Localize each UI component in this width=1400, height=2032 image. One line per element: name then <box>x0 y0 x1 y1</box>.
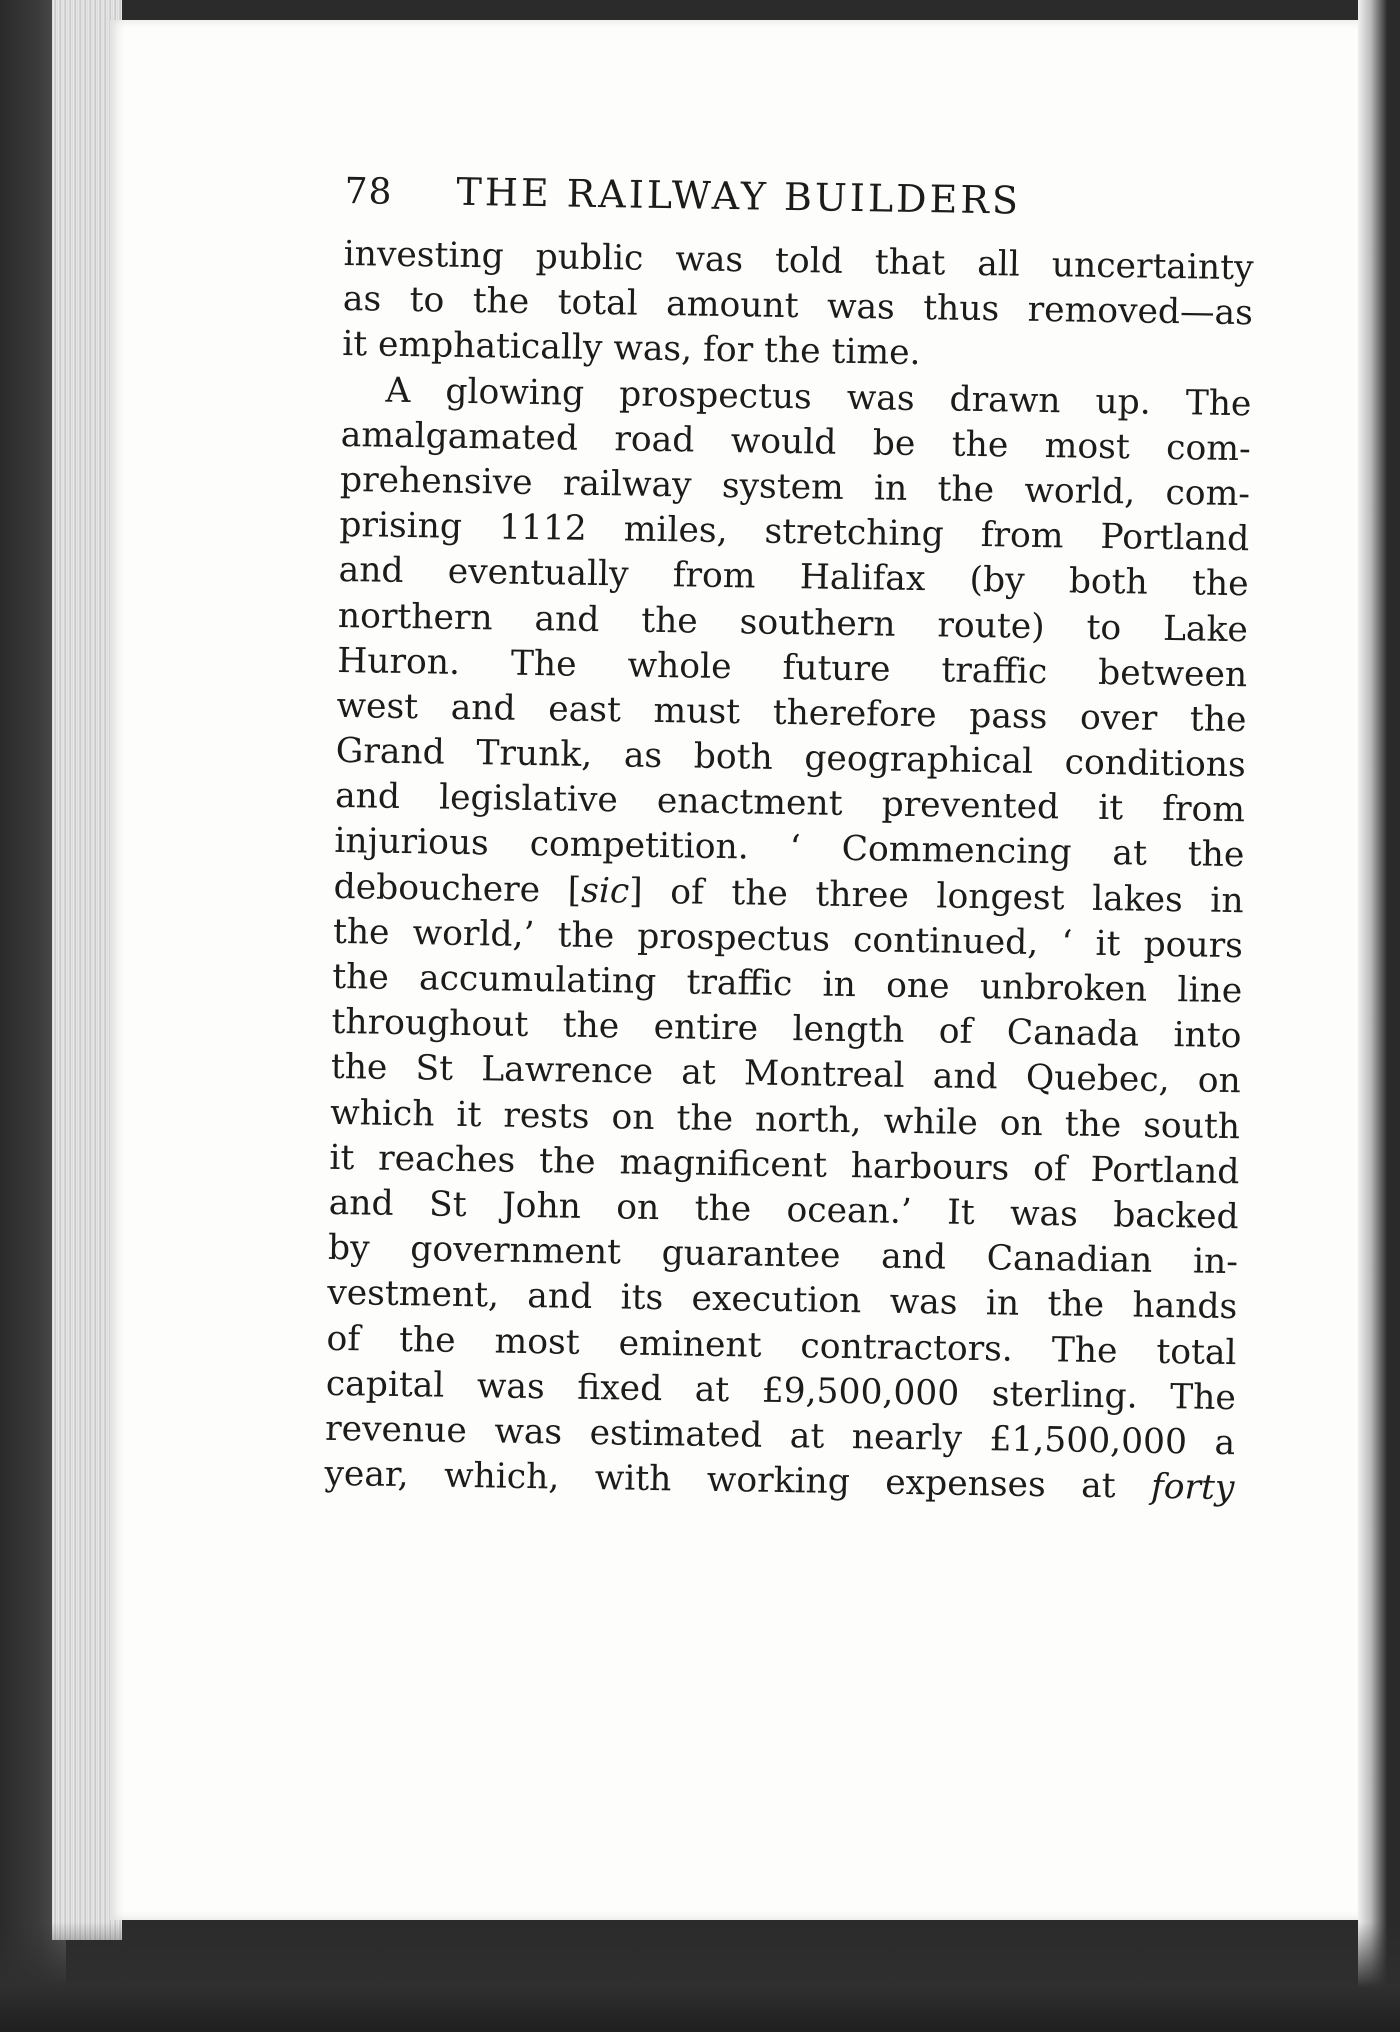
text-line: capital was fixed at £9,500,000 sterling. The <box>325 1363 1237 1418</box>
running-head-title: THE RAILWAY BUILDERS <box>456 169 1022 223</box>
facing-page-edge <box>1358 0 1400 2032</box>
text-line: west and east must therefore pass over the <box>336 685 1247 741</box>
bottom-shadow <box>0 1922 1400 2032</box>
text-line: the world,’ the prospectus continued, ‘ it pours <box>332 911 1244 967</box>
text-line: and legislative enactment prevented it from <box>334 776 1246 831</box>
text-line: northern and the southern route) to Lake <box>337 595 1249 650</box>
text-fragment: year, which, with working expenses at <box>324 1453 1152 1507</box>
text-line: the accumulating traffic in one unbroken line <box>331 956 1243 1012</box>
page-text <box>324 168 1255 1511</box>
text-line: by government guarantee and Canadian in- <box>327 1227 1239 1283</box>
text-line: throughout the entire length of Canada into <box>331 1002 1242 1057</box>
text-line: and St John on the ocean.’ It was backed <box>328 1182 1239 1238</box>
text-line: of the most eminent contractors. The total <box>326 1318 1237 1373</box>
text-fragment-italic: sic <box>580 870 630 912</box>
text-line: prising 1112 miles, stretching from Portland <box>339 505 1250 560</box>
text-line: Grand Trunk, as both geographical conditions <box>335 730 1247 786</box>
text-line: it emphatically was, for the time. <box>341 324 921 374</box>
page-number: 78 <box>344 170 393 213</box>
text-line: Huron. The whole future traffic between <box>336 640 1248 695</box>
text-line: prehensive railway system in the world, com- <box>339 459 1251 515</box>
text-line: amalgamated road would be the most com- <box>340 414 1252 470</box>
text-fragment: debouchere [ <box>333 866 582 911</box>
text-line: it reaches the magnificent harbours of Portland <box>329 1137 1240 1192</box>
text-line: vestment, and its execution was in the hands <box>327 1273 1238 1328</box>
text-line: investing public was told that all uncertainty <box>343 233 1254 289</box>
text-line: injurious competition. ‘ Commencing at the <box>334 821 1245 876</box>
text-fragment: ] of the three longest lakes in <box>628 871 1244 921</box>
text-line: which it rests on the north, while on the south <box>329 1092 1241 1147</box>
text-fragment-italic: forty <box>1150 1466 1235 1509</box>
text-line: the St Lawrence at Montreal and Quebec, on <box>330 1047 1242 1102</box>
text-line: as to the total amount was thus removed—as <box>342 279 1254 334</box>
text-line: A glowing prospectus was drawn up. The <box>385 370 1252 424</box>
text-line: revenue was estimated at nearly £1,500,000 a <box>324 1408 1236 1464</box>
text-line: and eventually from Halifax (by both the <box>338 550 1249 605</box>
